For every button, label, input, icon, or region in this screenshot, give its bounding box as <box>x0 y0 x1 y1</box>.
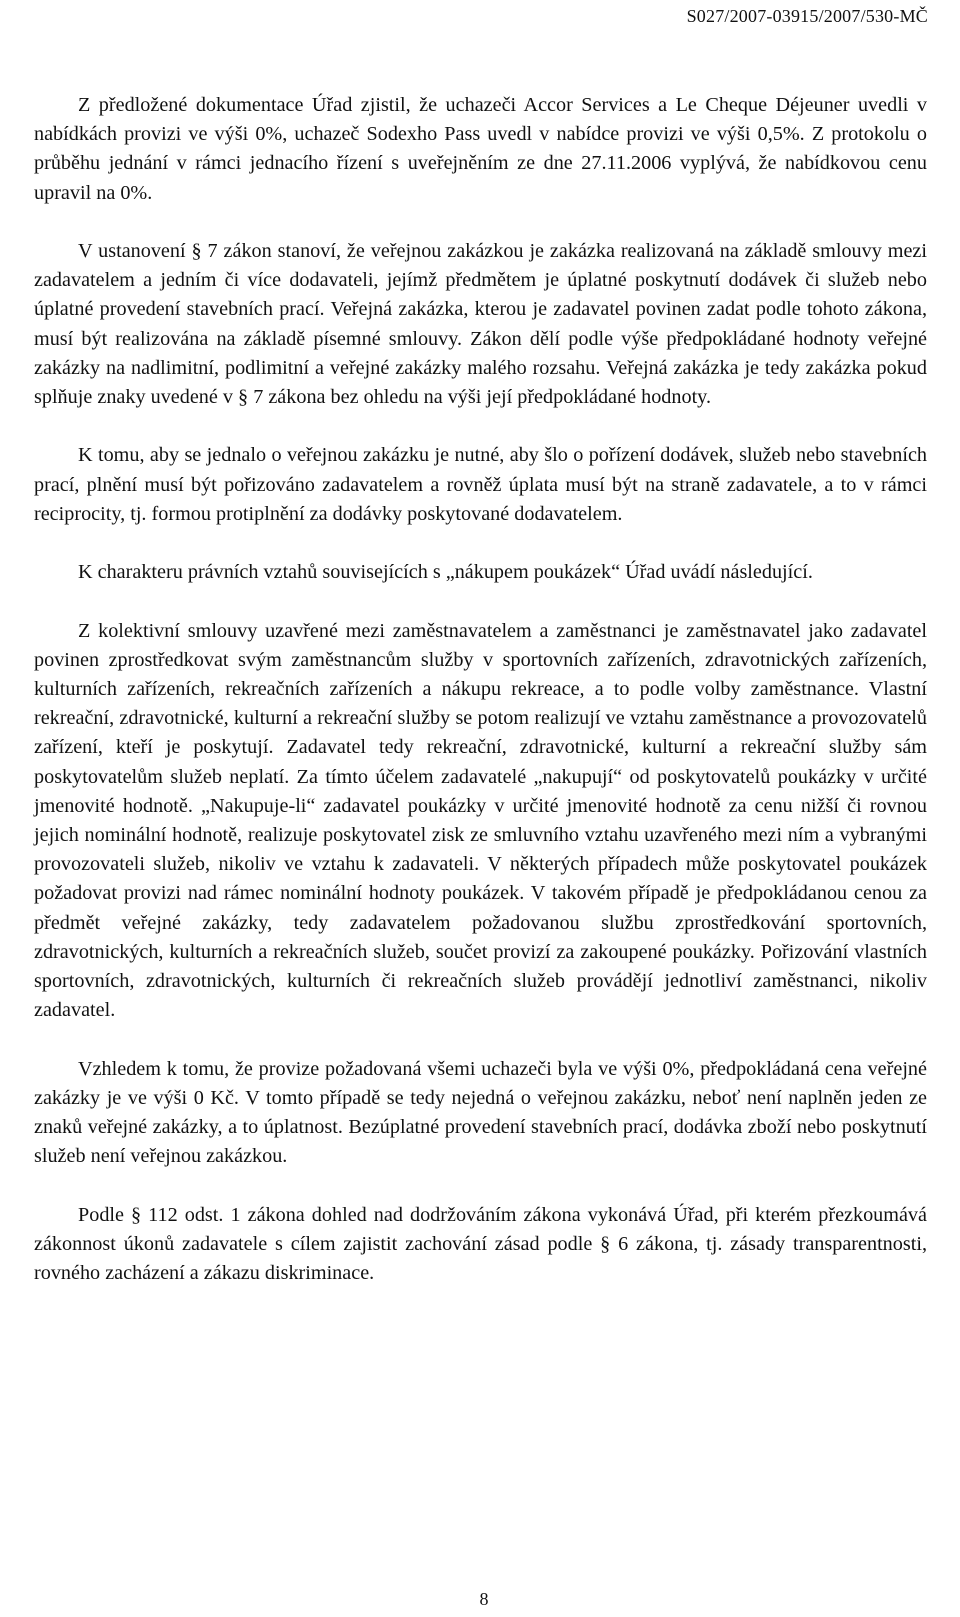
paragraph-legal-relations-intro: K charakteru právních vztahů souvisejících s „nákupem poukázek“ Úřad uvádí následující. <box>78 561 813 584</box>
document-reference: S027/2007-03915/2007/530-MČ <box>686 6 928 26</box>
paragraph-collective-agreement: Z kolektivní smlouvy uzavřené mezi zaměstnavatelem a zaměstnanci je zaměstnavatel jako zadavatel povinen zprostředkovat svým zaměstnancům služby v sportovních zařízeních, zdravotnických zařízeních, kulturních zařízeních, rekreačních zařízeních a nákupu rekreace, a to podle volby zaměstnance. Vlastní rekreační, zdravotnické, kulturní a rekreační služby se potom realizují ve vztahu zaměstnance a provozovatelů zařízení, kteří je poskytují. Zadavatel tedy rekreační, zdravotnické, kulturní a rekreační služby sám poskytovatelům služeb neplatí. Za tímto účelem zadavatelé „nakupují“ od poskytovatelů poukázky v určité jmenovité hodnotě. „Nakupuje-li“ zadavatel poukázky v určité jmenovité hodnotě za cenu nižší či rovnou jejich nominální hodnotě, realizuje poskytovatel zisk ze smluvního vztahu uzavřeného mezi ním a vybranými provozovateli služeb, nikoliv ve vztahu k zadavateli. V některých případech může poskytovatel poukázek požadovat provizi nad rámec nominální hodnoty poukázek. V takovém případě je předpokládanou cenou za předmět veřejné zakázky, tedy zadavatelem požadovanou službu zprostředkování sportovních, zdravotnických, kulturních a rekreačních služeb, součet provizí za zakoupené poukázky. Pořizování vlastních sportovních, zdravotnických, kulturních či rekreačních služeb provádějí jednotliví zaměstnanci, nikoliv zadavatel. <box>34 619 927 1022</box>
document-body <box>34 91 927 1317</box>
paragraph-public-contract-conditions: K tomu, aby se jednalo o veřejnou zakázku je nutné, aby šlo o pořízení dodávek, služeb nebo stavebních prací, plnění musí být pořizováno zadavatelem a rovněž úplata musí být na straně zadavatele, a to v rámci reciprocity, tj. formou protiplnění za dodávky poskytované dodavatelem. <box>34 444 927 525</box>
paragraph-section-112-supervision: Podle § 112 odst. 1 zákona dohled nad dodržováním zákona vykonává Úřad, při kterém přezkoumává zákonnost úkonů zadavatele s cílem zajistit zachování zásad podle § 6 zákona, tj. zásady transparentnosti, rovného zacházení a zákazu diskriminace. <box>34 1203 927 1285</box>
paragraph-provision-findings: Z předložené dokumentace Úřad zjistil, že uchazeči Accor Services a Le Cheque Déjeuner uvedli v nabídkách provizi ve výši 0%, uchazeč Sodexho Pass uvedl v nabídce provizi ve výši 0,5%. Z protokolu o průběhu jednání v rámci jednacího řízení s uveřejněním ze dne 27.11.2006 vyplývá, že nabídkovou cenu upravil na 0%. <box>34 94 927 204</box>
paragraph-zero-commission-conclusion: Vzhledem k tomu, že provize požadovaná všemi uchazeči byla ve výši 0%, předpokládaná cena veřejné zakázky je ve výši 0 Kč. V tomto případě se tedy nejedná o veřejnou zakázku, neboť není naplněn jeden ze znaků veřejné zakázky, a to úplatnost. Bezúplatné provedení stavebních prací, dodávka zboží nebo poskytnutí služeb není veřejnou zakázkou. <box>34 1057 927 1168</box>
page-number: 8 <box>479 1589 489 1609</box>
paragraph-section-7-definition: V ustanovení § 7 zákon stanoví, že veřejnou zakázkou je zakázka realizovaná na základě smlouvy mezi zadavatelem a jedním či více dodavateli, jejímž předmětem je úplatné poskytnutí dodávek či služeb nebo úplatné provedení stavebních prací. Veřejná zakázka, kterou je zadavatel povinen zadat podle tohoto zákona, musí být realizována na základě písemné smlouvy. Zákon dělí podle výše předpokládané hodnoty veřejné zakázky na nadlimitní, podlimitní a veřejné zakázky malého rozsahu. Veřejná zakázka je tedy zakázka pokud splňuje znaky uvedené v § 7 zákona bez ohledu na výši její předpokládané hodnoty. <box>34 240 927 409</box>
